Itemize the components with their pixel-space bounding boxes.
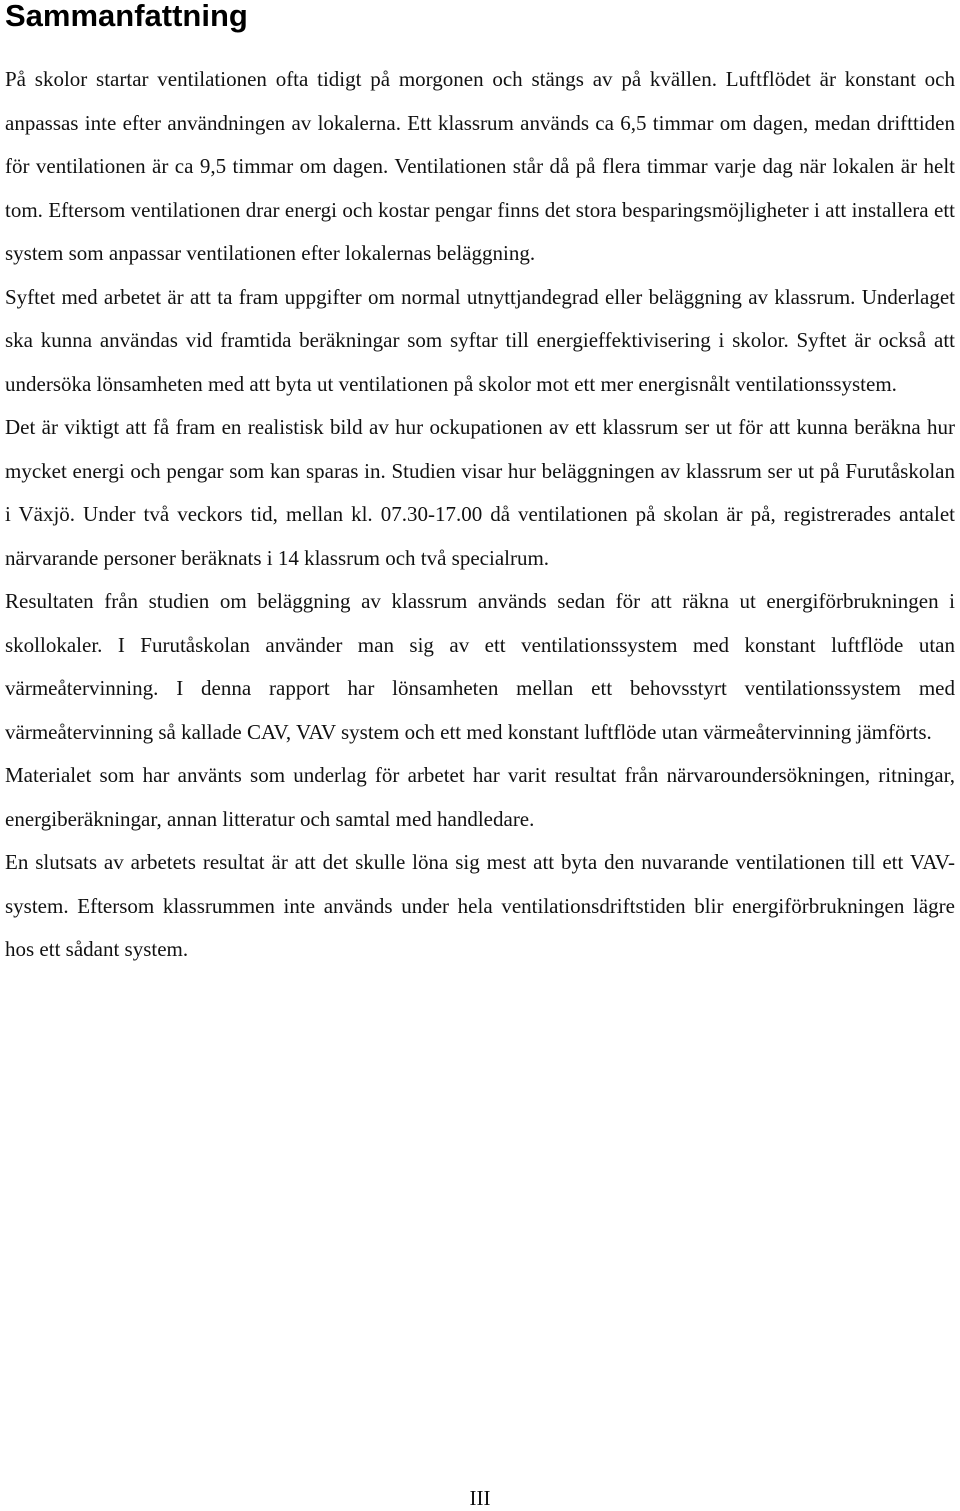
paragraph-3: Det är viktigt att få fram en realistisk bild av hur ockupationen av ett klassrum ser ut för att kunna beräkna hur mycket energi och pengar som kan sparas in. Studien visar hur beläggningen av klassrum ser ut på Furutåskolan i Växjö. Under två veckors tid, mellan kl. 07.30-17.00 då ventilationen på skolan är på, registrerades antalet närvarande personer beräknats i 14 klassrum och två specialrum. [5, 415, 955, 570]
summary-body [5, 58, 955, 972]
paragraph-5: Materialet som har använts som underlag för arbetet har varit resultat från närvaroundersökningen, ritningar, energiberäkningar, annan litteratur och samtal med handledare. [5, 763, 955, 831]
section-heading: Sammanfattning [5, 0, 248, 33]
paragraph-6: En slutsats av arbetets resultat är att det skulle löna sig mest att byta den nuvarande ventilationen till ett VAV-system. Eftersom klassrummen inte används under hela ventilationsdriftstiden blir energiförbrukningen lägre hos ett sådant system. [5, 850, 955, 961]
paragraph-2: Syftet med arbetet är att ta fram uppgifter om normal utnyttjandegrad eller beläggning av klassrum. Underlaget ska kunna användas vid framtida beräkningar som syftar till energieffektivisering i skolor. Syftet är också att undersöka lönsamheten med att byta ut ventilationen på skolor mot ett mer energisnålt ventilationssystem. [5, 284, 955, 396]
paragraph-4: Resultaten från studien om beläggning av klassrum används sedan för att räkna ut energiförbrukningen i skollokaler. I Furutåskolan använder man sig av ett ventilationssystem med konstant luftflöde utan värmeåtervinning. I denna rapport har lönsamheten mellan ett behovsstyrt ventilationssystem med värmeåtervinning så kallade CAV, VAV system och ett med konstant luftflöde utan värmeåtervinning jämförts. [5, 589, 955, 744]
paragraph-1: På skolor startar ventilationen ofta tidigt på morgonen och stängs av på kvällen. Luftflödet är konstant och anpassas inte efter användningen av lokalerna. Ett klassrum används ca 6,5 timmar om dagen, medan drifttiden för ventilationen är ca 9,5 timmar om dagen. Ventilationen står då på flera timmar varje dag när lokalen är helt tom. Eftersom ventilationen drar energi och kostar pengar finns det stora besparingsmöjligheter i att installera ett system som anpassar ventilationen efter lokalernas beläggning. [5, 67, 955, 265]
page-number: III [469, 1486, 491, 1510]
